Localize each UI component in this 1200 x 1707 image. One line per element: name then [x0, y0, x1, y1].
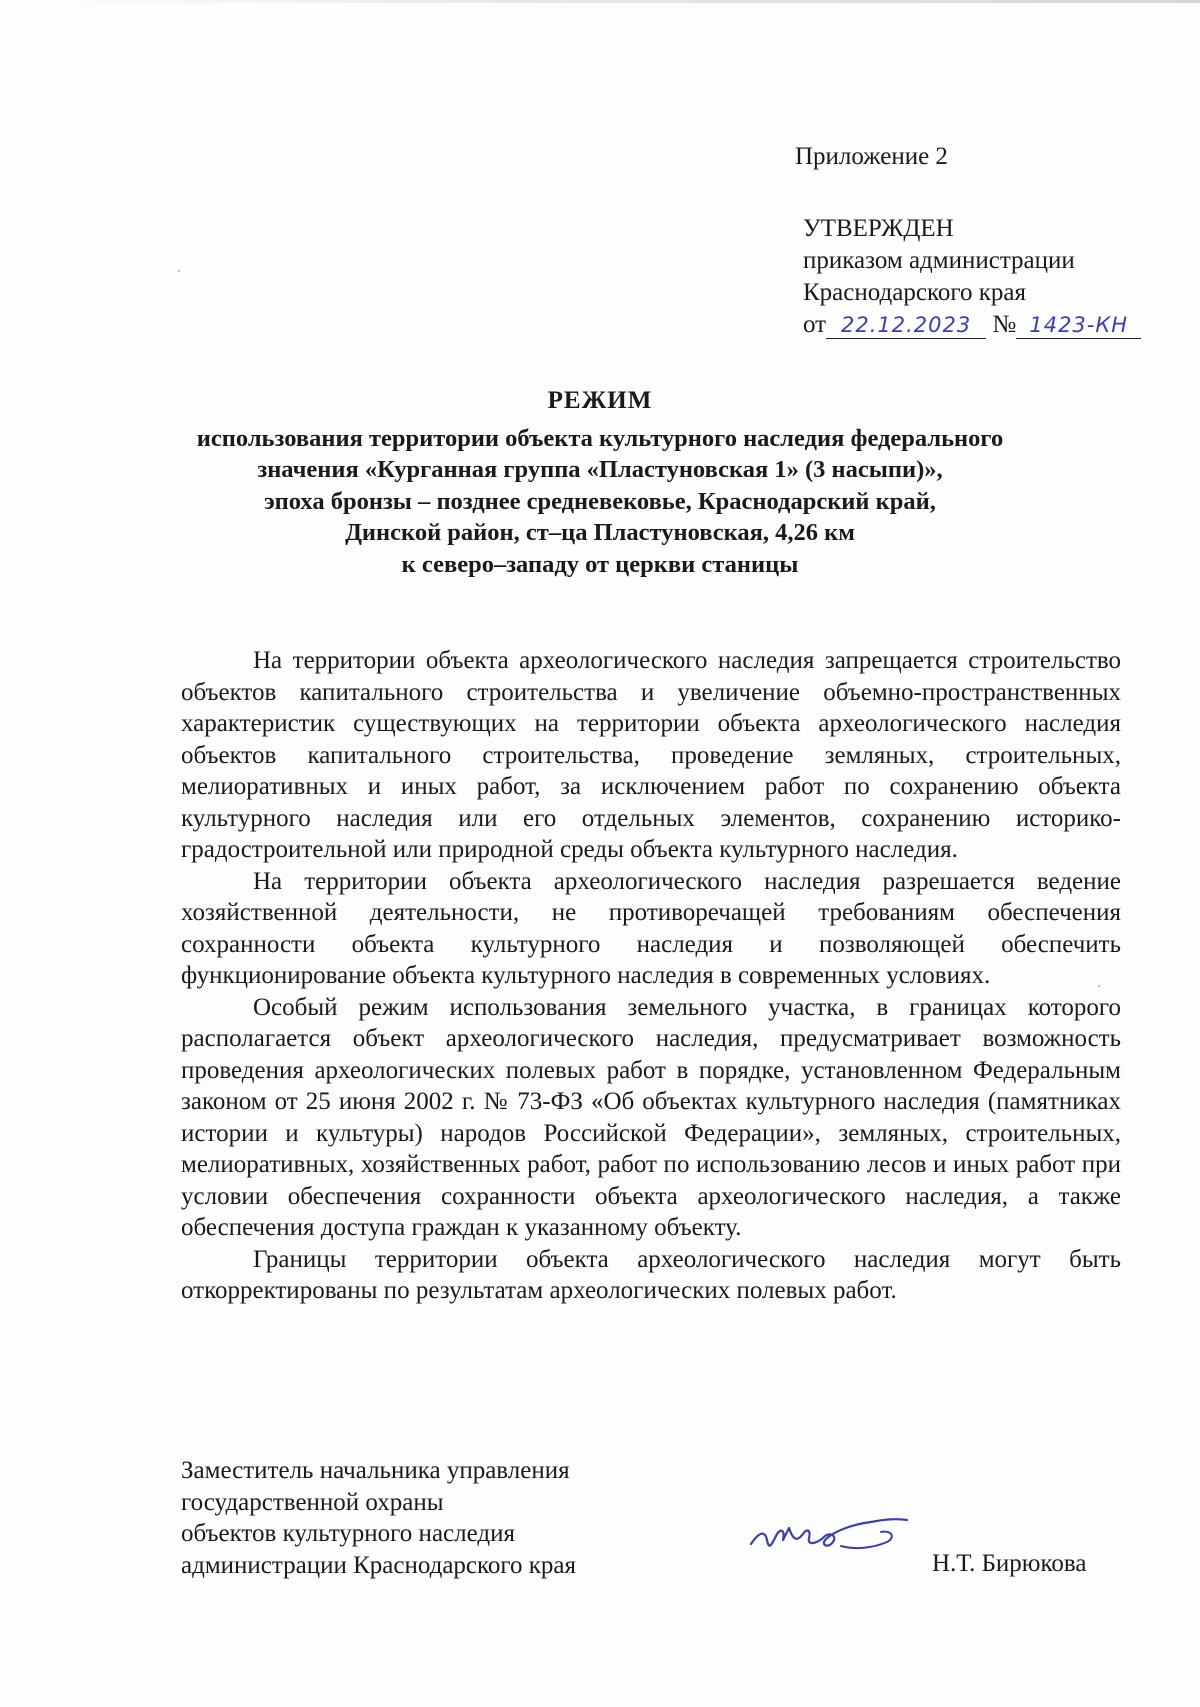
signer-name: Н.Т. Бирюкова: [932, 1550, 1087, 1577]
signer-position: [181, 1455, 576, 1581]
position-line: объектов культурного наследия: [181, 1520, 515, 1547]
order-date-number: [803, 309, 1141, 341]
body-paragraph: На территории объекта археологического наследия разрешается ведение хозяйственной деятельности, не противоречащей требованиям обеспечения сохранности объекта культурного наследия и позволяющей обеспечить функционирование объекта культурного наследия в современных условиях.: [181, 867, 1121, 989]
position-line: Заместитель начальника управления: [181, 1457, 570, 1484]
scan-speck: [178, 270, 180, 272]
number-prefix: №: [992, 311, 1017, 338]
title-line: использования территории объекта культурного наследия федерального: [196, 424, 1004, 452]
body-paragraph: Особый режим использования земельного участка, в границах которого располагается объект археологического наследия, предусматривает возможность проведения археологических полевых работ в порядке, установленном Федеральным законом от 25 июня 2002 г. № 73-ФЗ «Об объектах культурного наследия (памятниках истории и культуры) народов Российской Федерации», земляных, строительных, мелиоративных, хозяйственных работ, работ по использованию лесов и иных работ при условии обеспечения сохранности объекта археологического наследия, а также обеспечения доступа граждан к указанному объекту.: [181, 993, 1121, 1241]
scan-speck: [1098, 985, 1100, 987]
title-line: значения «Курганная группа «Пластуновская 1» (3 насыпи)»,: [257, 456, 943, 483]
date-prefix: от: [803, 311, 827, 338]
document-title: [130, 385, 1070, 580]
position-line: администрации Краснодарского края: [181, 1551, 577, 1579]
scan-edge: [0, 0, 1200, 3]
title-line: к северо–западу от церкви станицы: [401, 550, 799, 578]
approved-label: УТВЕРЖДЕН: [803, 215, 954, 242]
title-line: Динской район, ст–ца Пластуновская, 4,26 км: [345, 519, 855, 546]
order-number-handwritten: 1423-КН: [1029, 313, 1129, 337]
body-paragraph: На территории объекта археологического наследия запрещается строительство объектов капитального строительства и увеличение объемно-пространственных характеристик существующих на территории объекта археологического наследия объектов капитального строительства, проведение земляных, строительных, мелиоративных и иных работ, за исключением работ по сохранению объекта культурного наследия или его отдельных элементов, сохранению историко-градостроительной или природной среды объекта культурного наследия.: [181, 647, 1121, 863]
handwritten-signature: [745, 1510, 915, 1570]
title-line: эпоха бронзы – позднее средневековье, Краснодарский край,: [264, 487, 936, 515]
body-paragraph: Границы территории объекта археологического наследия могут быть откорректированы по результатам археологических полевых работ.: [181, 1245, 1121, 1304]
approved-by-order: приказом администрации: [803, 247, 1075, 274]
title-main: РЕЖИМ: [547, 387, 653, 414]
document-body: [181, 645, 1121, 1307]
approval-stamp: [803, 213, 1141, 341]
appendix-label: Приложение 2: [795, 143, 948, 170]
approved-by-region: Краснодарского края: [803, 279, 1026, 306]
position-line: государственной охраны: [181, 1488, 444, 1516]
order-date-handwritten: 22.12.2023: [840, 313, 972, 337]
